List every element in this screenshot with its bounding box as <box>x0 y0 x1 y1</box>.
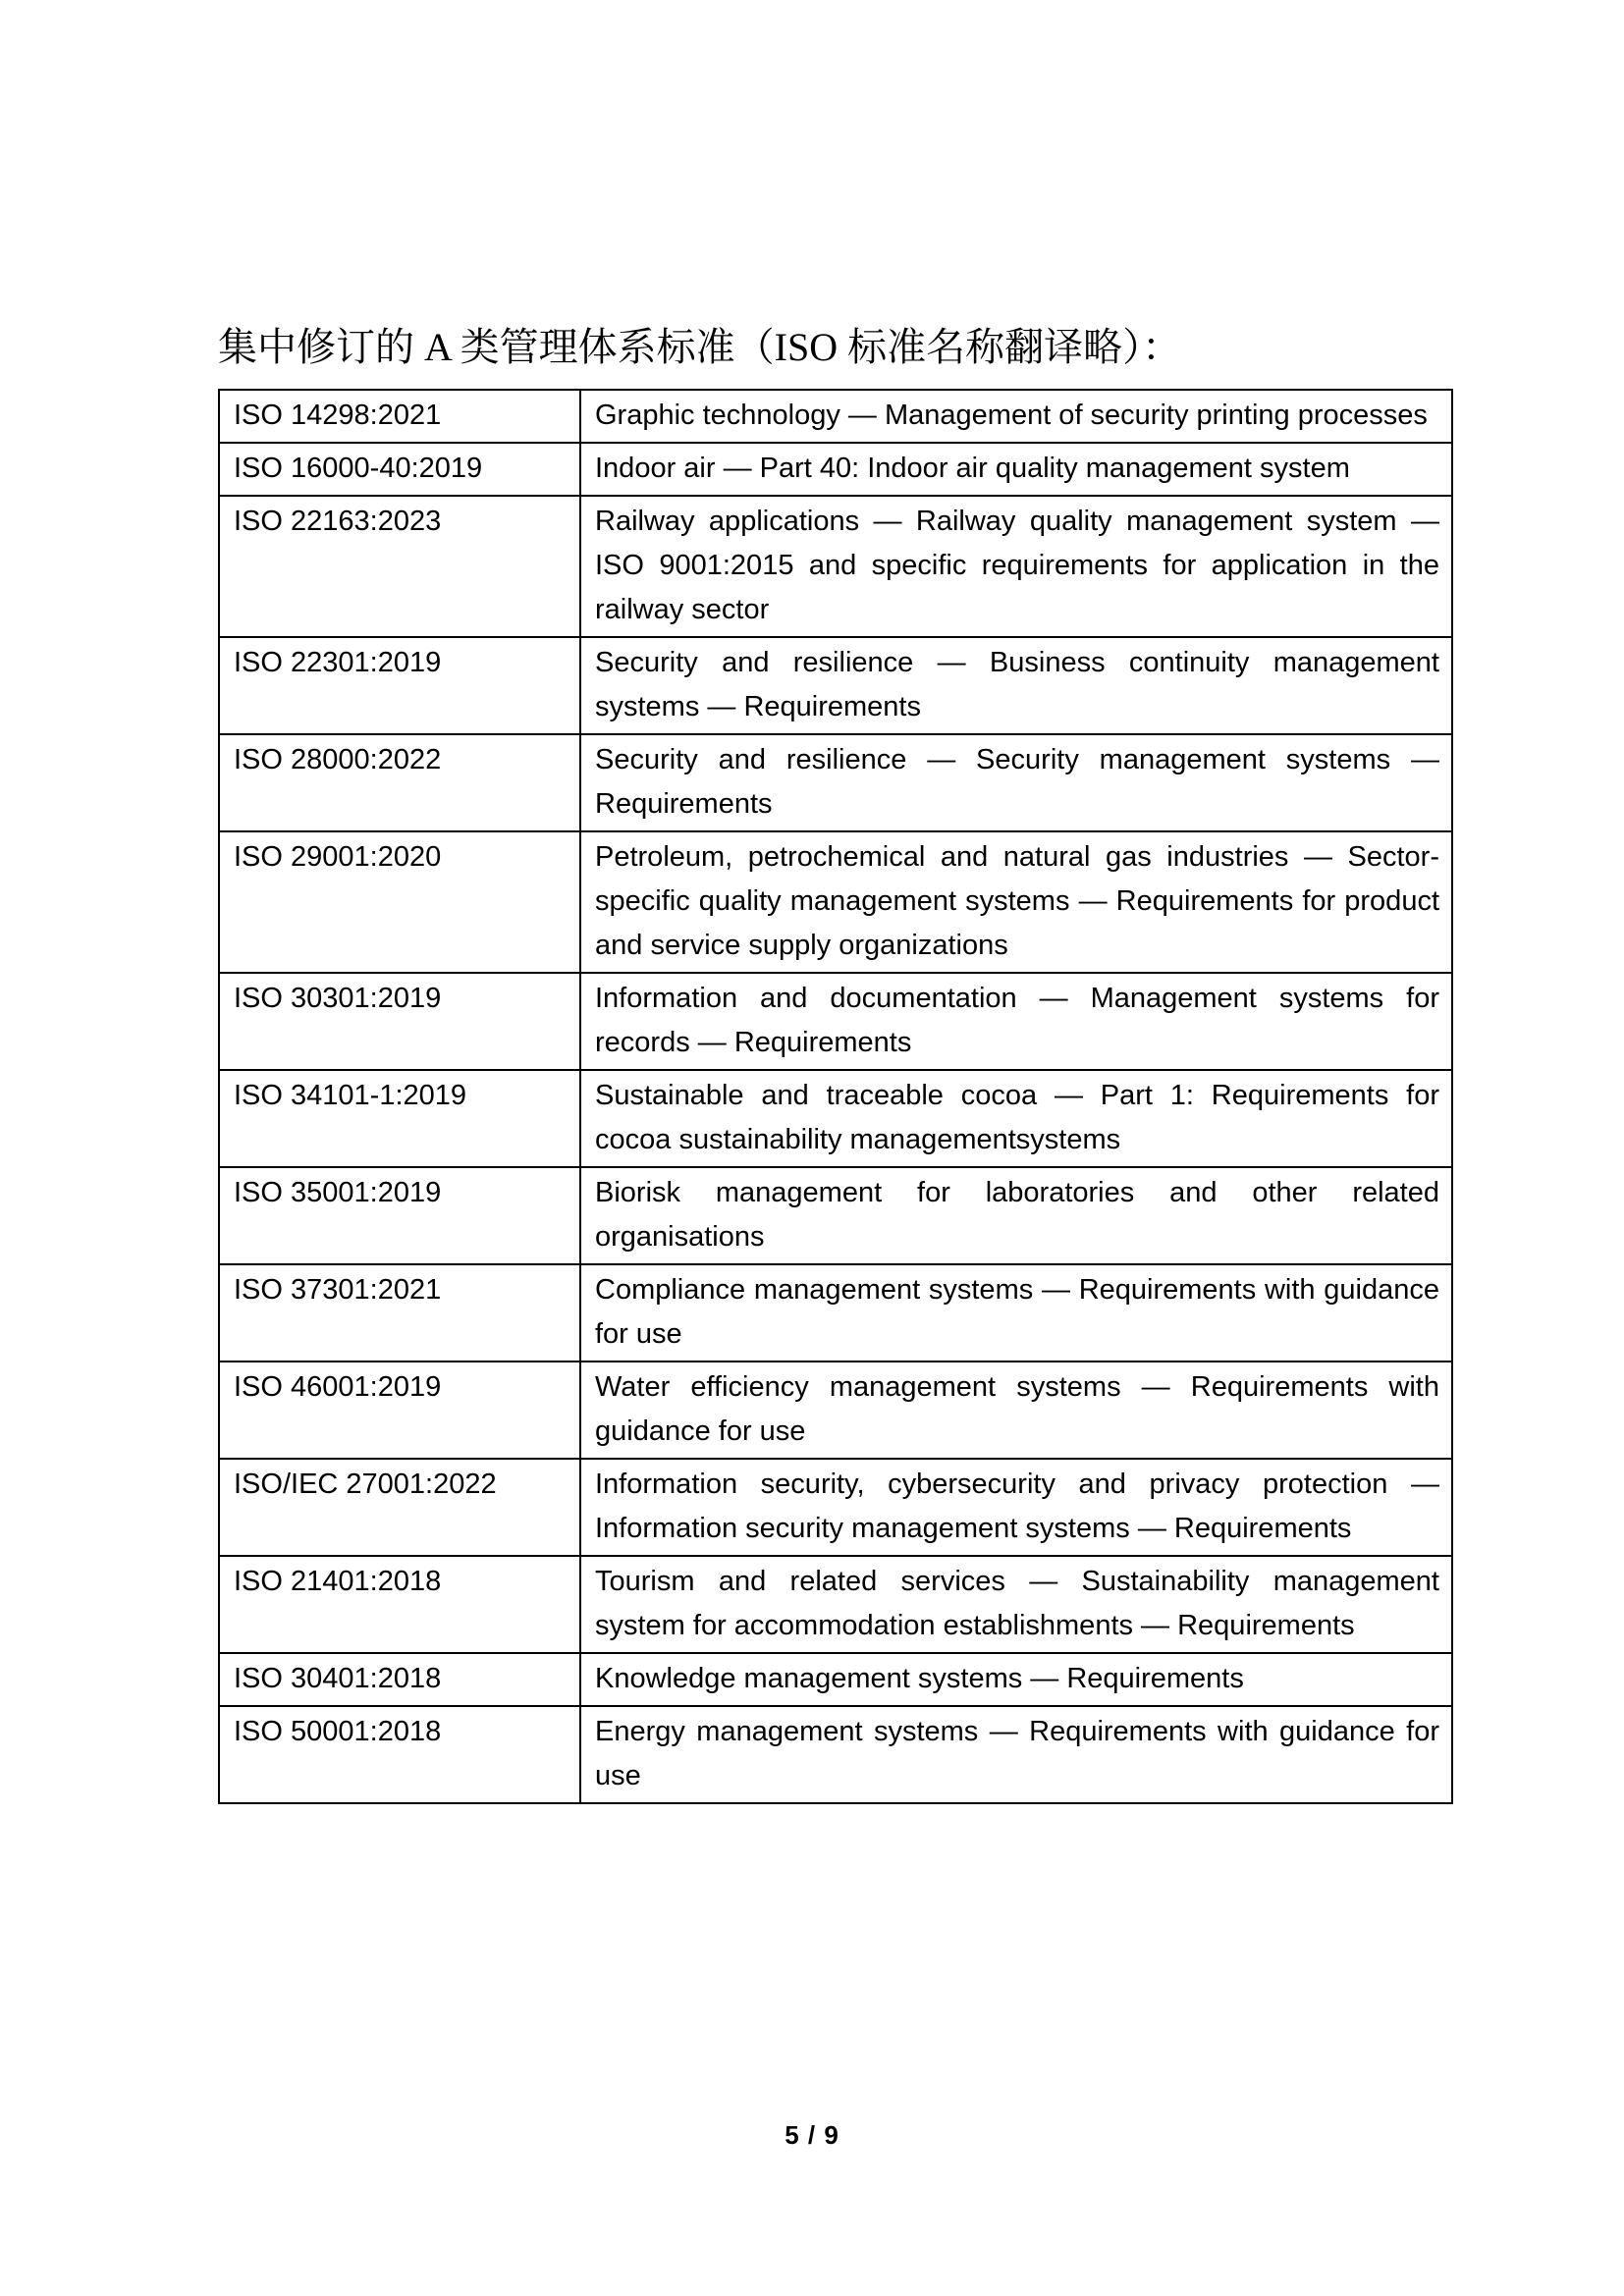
standard-title-cell: Graphic technology — Management of security printing processes <box>580 390 1452 443</box>
standard-title-cell: Water efficiency management systems — Requirements with guidance for use <box>580 1362 1452 1459</box>
standard-number-cell: ISO 50001:2018 <box>219 1706 580 1803</box>
table-row <box>219 1459 1452 1556</box>
standard-number-cell: ISO 28000:2022 <box>219 734 580 831</box>
table-row <box>219 390 1452 443</box>
standard-title-cell: Compliance management systems — Requirements with guidance for use <box>580 1264 1452 1362</box>
standard-title-cell: Energy management systems — Requirements with guidance for use <box>580 1706 1452 1803</box>
standard-number-cell: ISO 29001:2020 <box>219 831 580 973</box>
standard-number-cell: ISO 30301:2019 <box>219 973 580 1070</box>
table-row <box>219 1362 1452 1459</box>
table-row <box>219 1653 1452 1706</box>
standard-number-cell: ISO 21401:2018 <box>219 1556 580 1653</box>
table-row <box>219 443 1452 496</box>
standard-number-cell: ISO 35001:2019 <box>219 1167 580 1264</box>
table-row <box>219 831 1452 973</box>
page-content <box>218 322 1451 1804</box>
table-row <box>219 1264 1452 1362</box>
table-row <box>219 1556 1452 1653</box>
table-row <box>219 1706 1452 1803</box>
table-row <box>219 973 1452 1070</box>
table-row <box>219 1070 1452 1167</box>
standard-title-cell: Sustainable and traceable cocoa — Part 1: Requirements for cocoa sustainability managementsystems <box>580 1070 1452 1167</box>
standard-title-cell: Knowledge management systems — Requirements <box>580 1653 1452 1706</box>
standard-number-cell: ISO 30401:2018 <box>219 1653 580 1706</box>
standard-title-cell: Information security, cybersecurity and privacy protection — Information security management systems — Requirements <box>580 1459 1452 1556</box>
table-row <box>219 637 1452 734</box>
standard-number-cell: ISO 37301:2021 <box>219 1264 580 1362</box>
standard-number-cell: ISO 46001:2019 <box>219 1362 580 1459</box>
standard-title-cell: Tourism and related services — Sustainability management system for accommodation establishments — Requirements <box>580 1556 1452 1653</box>
table-row <box>219 1167 1452 1264</box>
standards-table <box>218 389 1453 1804</box>
page-title: 集中修订的 A 类管理体系标准（ISO 标准名称翻译略）： <box>218 325 1182 369</box>
standard-title-cell: Information and documentation — Management systems for records — Requirements <box>580 973 1452 1070</box>
table-row <box>219 496 1452 637</box>
standards-table-body <box>219 390 1452 1803</box>
standard-number-cell: ISO 34101-1:2019 <box>219 1070 580 1167</box>
standard-number-cell: ISO 14298:2021 <box>219 390 580 443</box>
table-row <box>219 734 1452 831</box>
standard-title-cell: Railway applications — Railway quality management system — ISO 9001:2015 and specific requirements for application in the railway sector <box>580 496 1452 637</box>
standard-title-cell: Petroleum, petrochemical and natural gas industries — Sector-specific quality management systems — Requirements for product and service supply organizations <box>580 831 1452 973</box>
standard-number-cell: ISO/IEC 27001:2022 <box>219 1459 580 1556</box>
standard-title-cell: Indoor air — Part 40: Indoor air quality management system <box>580 443 1452 496</box>
standard-title-cell: Security and resilience — Business continuity management systems — Requirements <box>580 637 1452 734</box>
standard-number-cell: ISO 22301:2019 <box>219 637 580 734</box>
page-number: 5 / 9 <box>785 2120 839 2150</box>
standard-title-cell: Security and resilience — Security management systems — Requirements <box>580 734 1452 831</box>
standard-number-cell: ISO 16000-40:2019 <box>219 443 580 496</box>
standard-number-cell: ISO 22163:2023 <box>219 496 580 637</box>
standard-title-cell: Biorisk management for laboratories and other related organisations <box>580 1167 1452 1264</box>
